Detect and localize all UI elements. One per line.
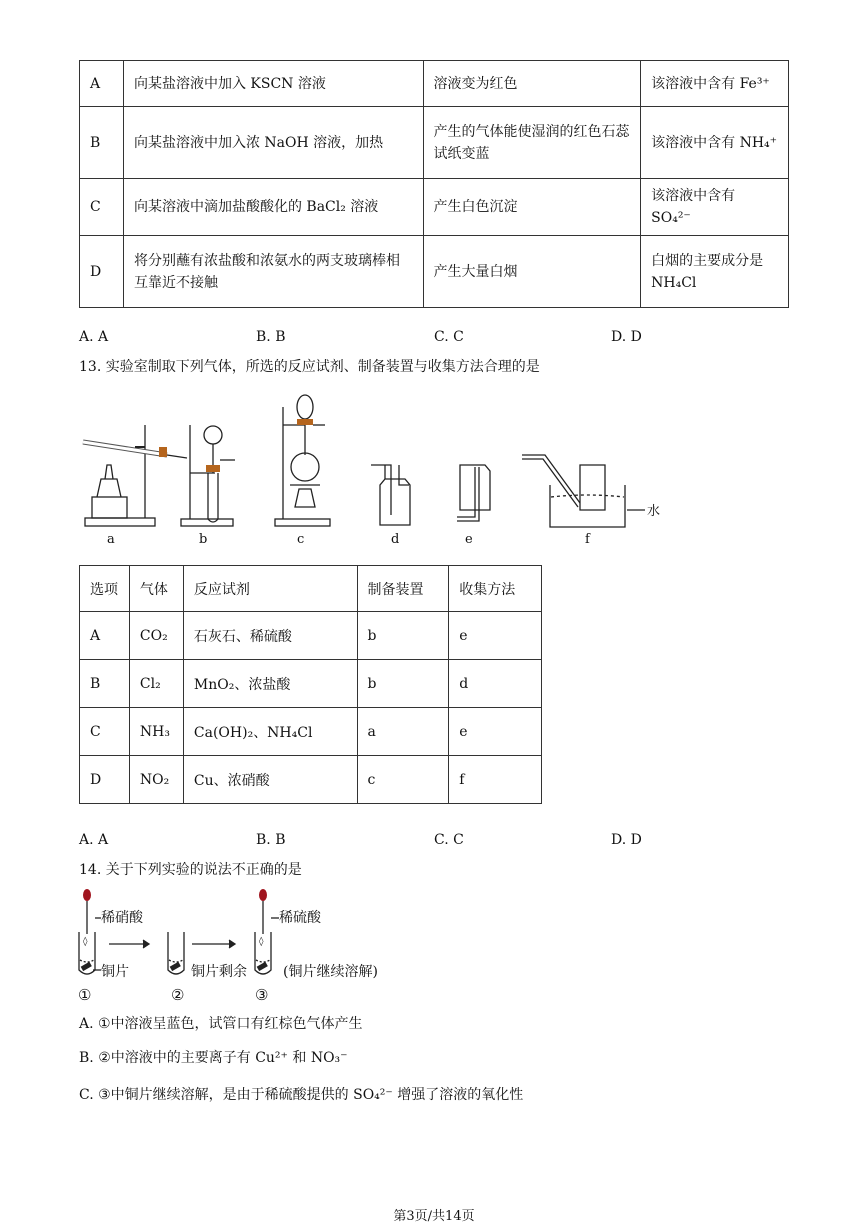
svg-text:◊: ◊ [259, 937, 264, 947]
option-b[interactable]: B. B [256, 329, 286, 345]
row-option: B [80, 660, 130, 708]
conclusion-cell: 该溶液中含有 Fe³⁺ [641, 61, 789, 107]
apparatus-label-b: b [199, 532, 208, 547]
apparatus-e-icon [457, 465, 490, 547]
label-copper-left: 铜片剩余 [191, 964, 247, 980]
row-label: C [80, 179, 124, 236]
row-reagent: 石灰石、稀硫酸 [183, 612, 357, 660]
arrow-right-icon [192, 940, 235, 948]
row-device: c [357, 756, 449, 804]
row-device: b [357, 612, 449, 660]
q12-table [79, 60, 789, 308]
apparatus-label-c: c [297, 532, 305, 547]
apparatus-f-icon [522, 455, 660, 547]
row-collect: e [449, 612, 542, 660]
operation-cell: 向某溶液中滴加盐酸酸化的 BaCl₂ 溶液 [123, 179, 423, 236]
page-footer: 第3页/共14页 [393, 1209, 475, 1224]
table-header-row [80, 566, 542, 612]
test-tube-3-icon [255, 889, 378, 1004]
row-device: b [357, 660, 449, 708]
row-gas: CO₂ [129, 612, 183, 660]
q13-table [79, 565, 542, 804]
apparatus-d-icon [371, 465, 410, 547]
apparatus-label-f: f [585, 532, 590, 547]
q14-stem: 14. 关于下列实验的说法不正确的是 [79, 862, 302, 878]
phenomenon-cell: 溶液变为红色 [423, 61, 641, 107]
arrow-right-icon [109, 940, 149, 948]
option-c[interactable]: C. C [434, 832, 464, 848]
table-row [80, 107, 789, 179]
label-n1: ① [78, 986, 92, 1004]
table-row [80, 708, 542, 756]
table-row [80, 179, 789, 236]
header-reagent: 反应试剂 [183, 566, 357, 612]
phenomenon-cell: 产生白色沉淀 [423, 179, 641, 236]
label-dilute-sulfuric: 稀硫酸 [279, 910, 321, 926]
row-reagent: Ca(OH)₂、NH₄Cl [183, 708, 357, 756]
phenomenon-cell: 产生大量白烟 [423, 236, 641, 308]
row-option: C [80, 708, 130, 756]
row-gas: NH₃ [129, 708, 183, 756]
row-device: a [357, 708, 449, 756]
conclusion-cell: 该溶液中含有 NH₄⁺ [641, 107, 789, 179]
table-row [80, 61, 789, 107]
apparatus-b-icon [181, 425, 235, 547]
label-dilute-nitric: 稀硝酸 [101, 910, 143, 926]
option-d[interactable]: D. D [611, 832, 642, 848]
row-gas: Cl₂ [129, 660, 183, 708]
test-tube-1-icon [78, 889, 144, 1004]
operation-cell: 向某盐溶液中加入 KSCN 溶液 [123, 61, 423, 107]
row-collect: f [449, 756, 542, 804]
apparatus-figure [75, 385, 675, 550]
row-collect: d [449, 660, 542, 708]
option-a[interactable]: A. A [79, 329, 109, 345]
q14-figure [75, 882, 415, 1004]
row-collect: e [449, 708, 542, 756]
q13-options [79, 832, 779, 852]
table-row [80, 660, 542, 708]
apparatus-c-icon [275, 395, 330, 547]
row-option: D [80, 756, 130, 804]
row-gas: NO₂ [129, 756, 183, 804]
header-gas: 气体 [129, 566, 183, 612]
row-label: A [80, 61, 124, 107]
row-label: B [80, 107, 124, 179]
table-row [80, 756, 542, 804]
label-continue: (铜片继续溶解) [283, 964, 378, 980]
header-option: 选项 [80, 566, 130, 612]
header-collect: 收集方法 [449, 566, 542, 612]
apparatus-a-icon [83, 425, 187, 547]
option-b[interactable]: B. B [256, 832, 286, 848]
apparatus-label-d: d [391, 532, 400, 547]
row-label: D [80, 236, 124, 308]
phenomenon-cell: 产生的气体能使湿润的红色石蕊试纸变蓝 [423, 107, 641, 179]
table-row [80, 236, 789, 308]
q14-option-b[interactable]: B. ②中溶液中的主要离子有 Cu²⁺ 和 NO₃⁻ [79, 1050, 348, 1066]
conclusion-cell: 该溶液中含有 SO₄²⁻ [641, 179, 789, 236]
table-row [80, 612, 542, 660]
operation-cell: 向某盐溶液中加入浓 NaOH 溶液，加热 [123, 107, 423, 179]
label-n3: ③ [255, 986, 269, 1004]
conclusion-cell: 白烟的主要成分是 NH₄Cl [641, 236, 789, 308]
q14-option-c[interactable]: C. ③中铜片继续溶解，是由于稀硫酸提供的 SO₄²⁻ 增强了溶液的氧化性 [79, 1087, 524, 1103]
svg-text:◊: ◊ [83, 937, 88, 947]
option-d[interactable]: D. D [611, 329, 642, 345]
q14-option-a[interactable]: A. ①中溶液呈蓝色，试管口有红棕色气体产生 [79, 1016, 363, 1032]
row-reagent: Cu、浓硝酸 [183, 756, 357, 804]
row-reagent: MnO₂、浓盐酸 [183, 660, 357, 708]
apparatus-label-a: a [107, 532, 115, 547]
option-c[interactable]: C. C [434, 329, 464, 345]
apparatus-label-e: e [465, 532, 473, 547]
label-n2: ② [171, 986, 185, 1004]
q12-options [79, 329, 779, 349]
q13-stem: 13. 实验室制取下列气体，所选的反应试剂、制备装置与收集方法合理的是 [79, 359, 540, 375]
test-tube-2-icon [168, 932, 184, 1004]
row-option: A [80, 612, 130, 660]
header-device: 制备装置 [357, 566, 449, 612]
operation-cell: 将分别蘸有浓盐酸和浓氨水的两支玻璃棒相互靠近不接触 [123, 236, 423, 308]
label-copper: 铜片 [101, 964, 129, 980]
option-a[interactable]: A. A [79, 832, 109, 848]
water-label: 水 [647, 504, 661, 519]
